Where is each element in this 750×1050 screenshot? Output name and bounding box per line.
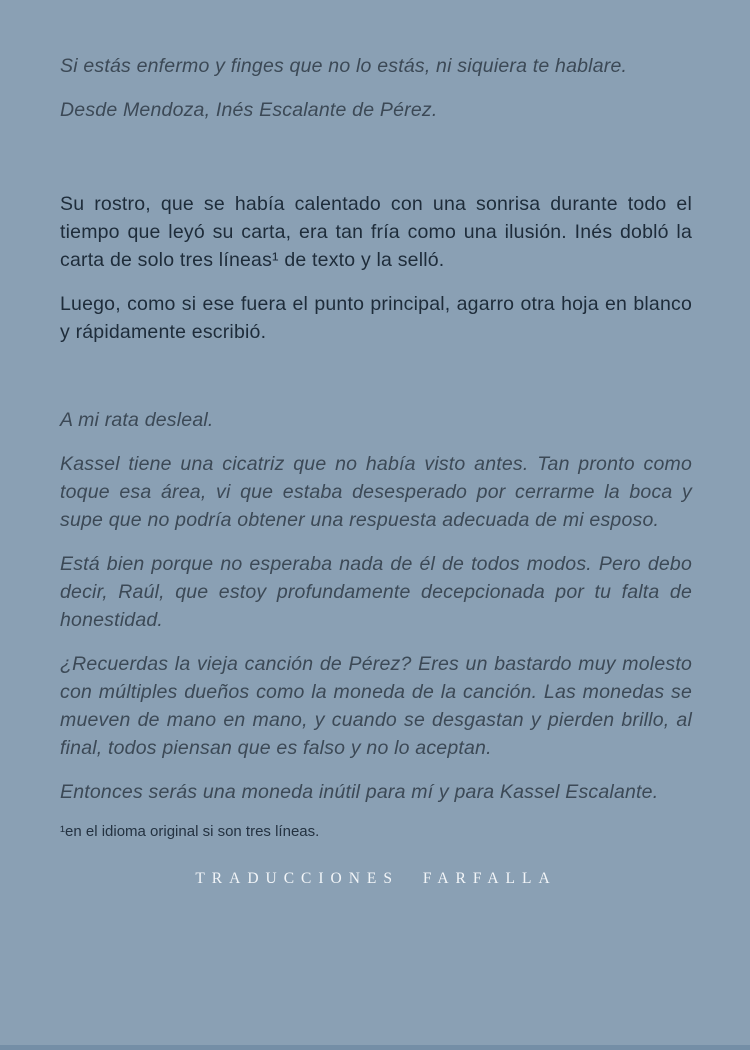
page-bottom-edge — [0, 1045, 750, 1050]
translator-brand: TRADUCCIONES FARFALLA — [195, 870, 557, 887]
narration-paragraph-2: Luego, como si ese fuera el punto principal, agarro otra hoja en blanco y rápidamente escribió. — [60, 293, 692, 343]
scene-break — [60, 140, 692, 190]
scene-break — [60, 362, 692, 406]
letter-second-paragraph-3: ¿Recuerdas la vieja canción de Pérez? Eres un bastardo muy molesto con múltiples dueños como la moneda de la canción. Las monedas se mueven de mano en mano, y cuando se desgastan y pierden brillo, al final, todos piensan que es falso y no lo aceptan. — [60, 653, 692, 759]
letter-first-signature: Desde Mendoza, Inés Escalante de Pérez. — [60, 99, 438, 121]
letter-second-salutation: A mi rata desleal. — [60, 409, 214, 431]
letter-first-line: Si estás enfermo y finges que no lo estás, ni siquiera te hablare. — [60, 55, 628, 77]
letter-second-closing: Entonces serás una moneda inútil para mí y para Kassel Escalante. — [60, 781, 659, 803]
translator-footnote: ¹en el idioma original si son tres líneas. — [60, 823, 320, 840]
letter-second-paragraph-1: Kassel tiene una cicatriz que no había visto antes. Tan pronto como toque esa área, vi que estaba desesperado por cerrarme la boca y supe que no podría obtener una respuesta adecuada de mi esposo. — [60, 453, 692, 531]
narration-paragraph-1: Su rostro, que se había calentado con una sonrisa durante todo el tiempo que leyó su carta, era tan fría como una ilusión. Inés dobló la carta de solo tres líneas¹ de texto y la selló. — [60, 193, 692, 271]
letter-second-paragraph-2: Está bien porque no esperaba nada de él de todos modos. Pero debo decir, Raúl, que estoy profundamente decepcionada por tu falta de honestidad. — [60, 553, 692, 631]
